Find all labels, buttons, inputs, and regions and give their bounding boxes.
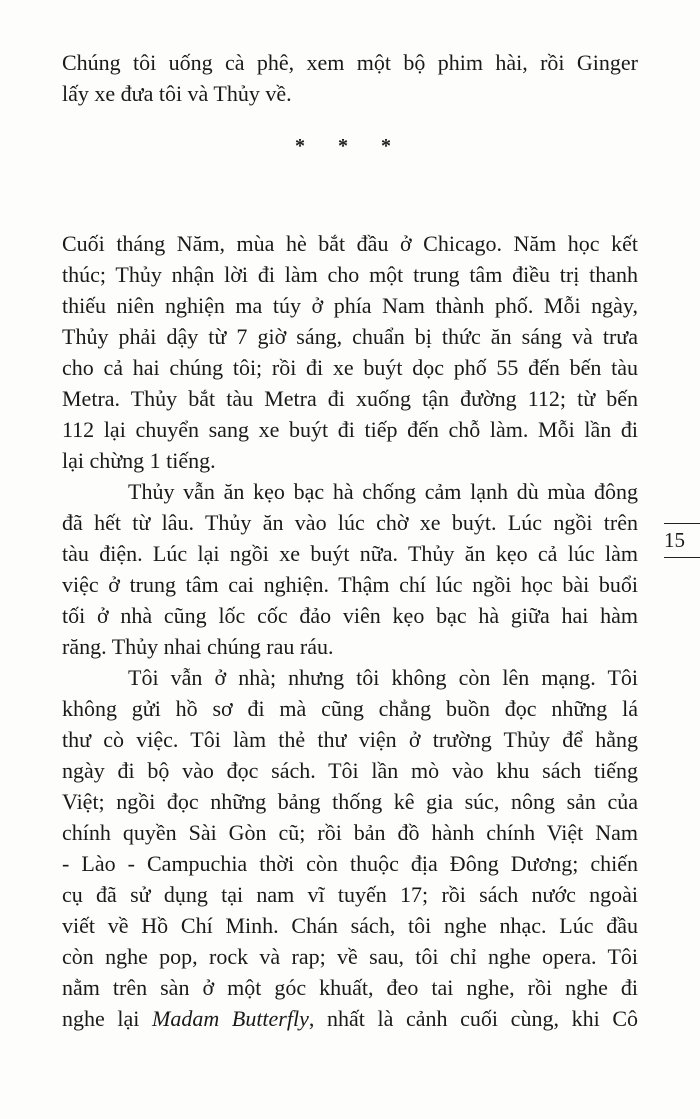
page-number: 15 (664, 528, 685, 552)
text-line: Cuối tháng Năm, mùa hè bắt đầu ở Chicago. Năm học kết (62, 231, 638, 256)
text-line: Thủy vẫn ăn kẹo bạc hà chống cảm lạnh dù mùa đông (128, 479, 638, 504)
text-line: Việt; ngồi đọc những bảng thống kê gia súc, nông sản của (62, 789, 638, 814)
text-line: không gửi hồ sơ đi mà cũng chẳng buồn đọc những lá (62, 696, 638, 721)
text-line: thiếu niên nghiện ma túy ở phía Nam thành phố. Mỗi ngày, (62, 293, 638, 318)
text-line: - Lào - Campuchia thời còn thuộc địa Đông Dương; chiến (62, 851, 638, 876)
text-line: lấy xe đưa tôi và Thủy về. (62, 81, 292, 106)
text-line: Thủy phải dậy từ 7 giờ sáng, chuẩn bị thức ăn sáng và trưa (62, 324, 638, 349)
text-line: cho cả hai chúng tôi; rồi đi xe buýt dọc phố 55 đến bến tàu (62, 355, 638, 380)
text-line: viết về Hồ Chí Minh. Chán sách, tôi nghe nhạc. Lúc đầu (62, 913, 638, 938)
text-line: còn nghe pop, rock và rap; về sau, tôi chỉ nghe opera. Tôi (62, 944, 638, 969)
text-line: Chúng tôi uống cà phê, xem một bộ phim hài, rồi Ginger (62, 50, 638, 75)
text-segment: nghe lại (62, 1006, 153, 1031)
text-line: nằm trên sàn ở một góc khuất, đeo tai nghe, rồi nghe đi (62, 975, 638, 1000)
text-line: đã hết từ lâu. Thủy ăn vào lúc chờ xe buýt. Lúc ngồi trên (62, 510, 638, 535)
text-line: răng. Thủy nhai chúng rau ráu. (62, 634, 334, 659)
page-number-rule-top (664, 523, 700, 524)
text-line: Tôi vẫn ở nhà; nhưng tôi không còn lên mạng. Tôi (128, 665, 638, 690)
text-line: tàu điện. Lúc lại ngồi xe buýt nữa. Thủy ăn kẹo cả lúc làm (62, 541, 638, 566)
text-line: lại chừng 1 tiếng. (62, 448, 216, 473)
text-line: 112 lại chuyển sang xe buýt đi tiếp đến chỗ làm. Mỗi lần đi (62, 417, 638, 442)
text-line (62, 1003, 638, 1034)
section-separator: * * * (295, 135, 405, 157)
page-number-rule-bottom (664, 557, 700, 558)
text-line: việc ở trung tâm cai nghiện. Thậm chí lúc ngồi học bài buổi (62, 572, 638, 597)
text-line: thúc; Thủy nhận lời đi làm cho một trung tâm điều trị thanh (62, 262, 638, 287)
text-line: cụ đã sử dụng tại nam vĩ tuyến 17; rồi sách nước ngoài (62, 882, 638, 907)
italic-title: Madam Butterfly (152, 1006, 309, 1031)
text-line: chính quyền Sài Gòn cũ; rồi bản đồ hành chính Việt Nam (62, 820, 638, 845)
text-line: Metra. Thủy bắt tàu Metra đi xuống tận đường 112; từ bến (62, 386, 638, 411)
text-line: ngày đi bộ vào đọc sách. Tôi lần mò vào khu sách tiếng (62, 758, 638, 783)
text-segment: , nhất là cảnh cuối cùng, khi Cô (308, 1006, 638, 1031)
text-line: thư cò việc. Tôi làm thẻ thư viện ở trường Thủy để hằng (62, 727, 638, 752)
text-line: tối ở nhà cũng lốc cốc đảo viên kẹo bạc hà giữa hai hàm (62, 603, 638, 628)
